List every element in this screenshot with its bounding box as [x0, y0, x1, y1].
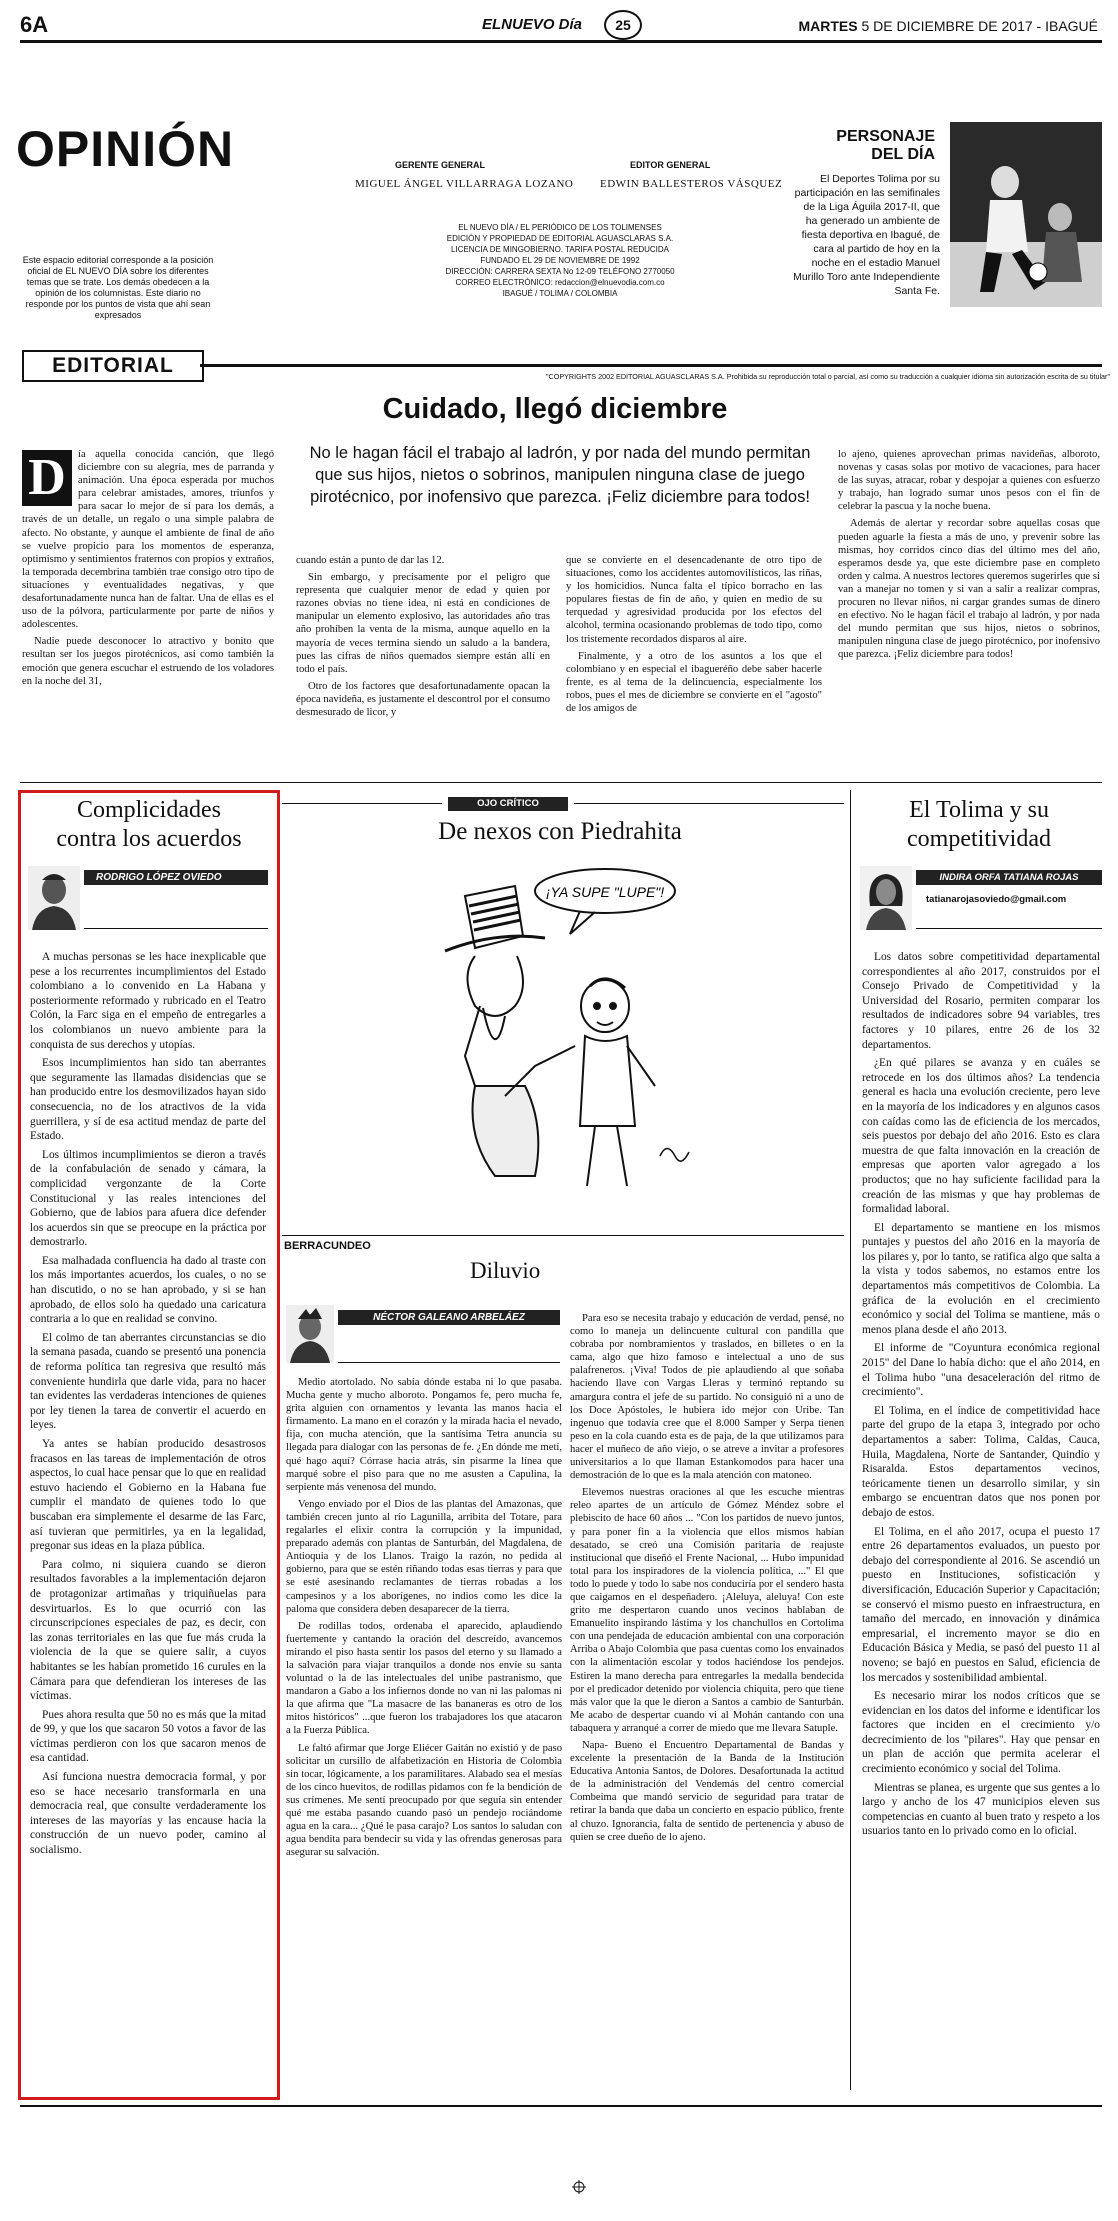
right-author-name: INDIRA ORFA TATIANA ROJAS [939, 872, 1079, 883]
personaje-photo [950, 122, 1102, 307]
editorial-paragraph: Finalmente, y a otro de los asuntos a los que el colombiano y en especial el ibagueréño debe saber hacerle frente, es al tema de la delincuencia, especialmente los robos, pues el mes de diciembre se convierte en el "agosto" de los amigos de [566, 650, 822, 715]
imprint-line: LICENCIA DE MINGOBIERNO. TARIFA POSTAL REDUCIDA [451, 245, 669, 254]
ojo-critico-label-bar [448, 797, 568, 811]
editorial-headline: Cuidado, llegó diciembre [382, 393, 728, 425]
left-paragraph: Para colmo, ni siquiera cuando se dieron resultados favorables a la implementación dejaron de protagonizar artimañas y triquiñuelas para desvirtuarlos. Es lo que ocurrió con las circunscripciones especiales de paz, es decir, con las zonas territoriales en las que fue más cruda la violencia de la que se quiere salir, a cuyos habitantes se les habían prometido 16 curules en la Cámara para que defendieran los intereses de las víctimas. [30, 1558, 266, 1703]
personaje-title-line1: PERSONAJE [836, 128, 935, 145]
left-paragraph: Esa malhadada confluencia ha dado al traste con los más importantes acuerdos, los cuales, o no se han discutido, o no se han aprobado, y si se han aprobado, de ellos solo ha quedado una caricatura contraria a lo que en realidad se convino. [30, 1254, 266, 1326]
imprint-block [410, 222, 710, 299]
left-author-name: RODRIGO LÓPEZ OVIEDO [96, 872, 222, 883]
editorial-label-box [22, 350, 204, 382]
imprint-line: IBAGUÉ / TOLIMA / COLOMBIA [502, 289, 618, 298]
newspaper-logo: ELNUEVO Día [482, 16, 583, 33]
footer-rule [20, 2105, 1102, 2107]
left-column-title-line2: contra los acuerdos [56, 826, 242, 852]
cartoon-speech: ¡YA SUPE "LUPE"! [545, 884, 665, 900]
date-line: MARTES 5 DE DICIEMBRE DE 2017 - IBAGUÉ [798, 18, 1098, 34]
editorial-paragraph: Nadie puede desconocer lo atractivo y bonito que resultan ser los juegos pirotécnicos, así como también la emoción que genera escuchar el estruendo de los voladores en la noche del 31, [22, 636, 274, 687]
diluvio-col-1 [286, 1376, 562, 2088]
gerente-label: GERENTE GENERAL [395, 160, 486, 170]
editorial-bottom-rule [20, 782, 1102, 783]
berracundeo-tag: BERRACUNDEO [284, 1240, 371, 1252]
editorial-paragraph: Además de alertar y recordar sobre aquellas cosas que pueden aguarle la fiesta a más de uno, y prevenir sobre las mismas, hoy corridos cinco días del último mes del año, esperamos desde ya, que este diciembre pase en completo orden y calma. A nuestros lectores queremos sugerirles que si van a manejar no tomen y si van a salir a realizar compras, procuren no llevar niños, ni cargar grandes sumas de dinero en efectivo. No le hagan fácil el trabajo al ladrón, y por nada del mundo permitan que sus hijos, nietos o sobrinos, manipulen ninguna clase de juego pirotécnico, por inofensivo que parezca. ¡Feliz diciembre para todos! [838, 518, 1100, 661]
date-value: 5 DE DICIEMBRE DE 2017 [861, 18, 1033, 34]
center-right-divider [850, 790, 851, 2090]
editorial-dropcap: D [22, 450, 72, 506]
right-paragraph: Mientras se planea, es urgente que sus gentes a lo largo y ancho de los 47 municipios eleven sus competencias en cuanto al buen trato y respeto a los usuarios tanto en lo privado como en lo oficial. [862, 1781, 1100, 1838]
right-author-rule [916, 928, 1102, 929]
right-paragraph: El Tolima, en el índice de competitividad hace parte del grupo de la etapa 3, integrado por ocho departamentos a saber: Tolima, Caldas, Cauca, Huila, Magdalena, Norte de Santander, Quindío y Risaralda. Estos departamentos vecinos, teóricamente tienen un desarrollo similar, y sin embargo se encuentran datos que nos ponen por debajo de estos. [862, 1404, 1100, 1519]
editorial-col-1 [22, 448, 274, 778]
right-paragraph: El departamento se mantiene en los mismos puntajes y puestos del año 2016 en la mayoría de los pilares y, por lo tanto, se ratifica algo que salta a la vista y todos sabemos, no estamos entre los departamentos más competitivos de Colombia. La gráfica de la evolución en el crecimiento económico y social del Tolima se mantiene, más o menos plana desde el año 2013. [862, 1221, 1100, 1336]
right-author-bar [916, 870, 1102, 885]
diluvio-paragraph: Le faltó afirmar que Jorge Eliécer Gaitán no existió y de paso solicitar un cursillo de alfabetización en Historia de Colombia sin tocar, lógicamente, a los paramilitares. Alabado sea el mesías de los cinco huevitos, de rodillas pidamos con fe la bendición de sus crímenes. Me sentí preocupado por que seguía sin entender qué me estaba pasando cuando pasó un pendejo rociándome agua en la cara... ¿Qué le pasa carajo? Los santos lo saludan con agua bendita para bendecir su vida y las ofrendas generosas para asegurar su salvación. [286, 1742, 562, 1859]
left-author-photo [28, 866, 80, 930]
registration-mark-icon [572, 2180, 586, 2194]
left-paragraph: Así funciona nuestra democracia formal, y por eso se hace necesario transformarla en una democracia real, que consulte verdaderamente los intereses de las mayorías y las encause hacia la construcción de un nuevo poder, camino al socialismo. [30, 1771, 266, 1857]
editorial-paragraph: lo ajeno, quienes aprovechan primas navideñas, alboroto, novenas y casas solas por motivo de vacaciones, para hacer de las suyas, atracar, robar y despojar a quienes con esfuerzo y trabajo, han logrado sumar unos pesos con el fin de celebrar la pascua y la noche buena. [838, 449, 1100, 513]
diluvio-paragraph: Para eso se necesita trabajo y educación de verdad, pensé, no como lo maneja un delincuente cultural con pandilla que cobraba por nombramientos y traslados, en billetes o en la cama, algo que hizo famoso e intelectual a uno de sus palafreneros. ¡Viva! Todos de pie aplaudiendo al que soñaba haciendo llave con Vargas Lleras y terminó reptando su amargura contra el jefe de su partido. No consiguió ni a uno de los Doce Apóstoles, le hubiera ido mejor con Uribe. Tan ingenuo que todavía cree que el 8.000 Samper y Serpa tienen peso en la cola cuando esta es de paja, de la que utilizamos para hacer el muñeco de año viejo, o se atreve a invitar a profesores universitarios a lo que llaman Estankomodos para hacer una demostración de lo que es la mala atención con matoneo. [570, 1313, 844, 1482]
editorial-paragraph: Sin embargo, y precisamente por el peligro que representa que cualquier menor de edad y quien por razones obvias no tiene idea, ni está en condiciones de manipular un elemento explosivo, las autoridades año tras año prohíben la venta de la misma, aunque aquello en la mayoría de veces termina siendo un saludo a la bandera, pues las cifras de niños quemados siempre están allí en todo el país. [296, 572, 550, 675]
diluvio-col-2 [570, 1312, 844, 2088]
header-rule [20, 40, 1102, 43]
editorial-paragraph: Otro de los factores que desafortunadamente opacan la época navideña, es justamente el descontrol por el consumo desmesurado de licor, y [296, 680, 550, 719]
imprint-line: EDICIÓN Y PROPIEDAD DE EDITORIAL AGUASCLARAS S.A. [446, 234, 674, 243]
diluvio-headline: Diluvio [470, 1258, 541, 1283]
page-number: 6A [20, 12, 49, 37]
page-header [14, 10, 1104, 40]
left-column-title [24, 796, 274, 854]
editorial-label: EDITORIAL [52, 354, 174, 377]
imprint-line: FUNDADO EL 29 DE NOVIEMBRE DE 1992 [480, 256, 640, 265]
diluvio-author-rule [338, 1362, 560, 1363]
right-column-title-line1: El Tolima y su [909, 797, 1049, 823]
section-title: OPINIÓN [16, 121, 235, 177]
copyright-notice: "COPYRIGHTS 2002 EDITORIAL AGUASCLARAS S.A. Prohibida su reproducción total o parcial, así como su traducción a cualquier idioma sin autorización escrita de su titular" [546, 372, 1110, 381]
personaje-text: El Deportes Tolima por su participación en las semifinales de la Liga Águila 2017-II, que ha generado un ambiente de fiesta deportiva en Ibagué, de cara al partido de hoy en la noche en el estadio Manuel Murillo Toro ante Independiente Santa Fe. [793, 173, 940, 297]
left-paragraph: El colmo de tan aberrantes circunstancias se dio la semana pasada, cuando se presentó una ponencia de reforma política tan regresiva que resultó más conveniente hundirla que darle vida, para no hacer tan evidentes las verdaderas intenciones de quienes por ley tienen la tarea de convertir el acuerdo en leyes. [30, 1331, 266, 1432]
left-author-bar [84, 870, 268, 885]
diluvio-author-bar [338, 1310, 560, 1325]
author-photo-icon [28, 866, 80, 930]
right-paragraph: ¿En qué pilares se avanza y en cuáles se retrocede en los dos últimos años? La tendencia general es hacia una evolución creciente, pero leve en la mayoría de los indicadores y en algunos casos con caídas como las de eficiencia de los mercados, seis puestos por debajo del año 2016. Esto es clara muestra de que falta innovación en la creación de empresas que aporten valor agregado a los productos; que no hay suficiente facilidad para la creación de las mismas y que hay problemas de formalidad laboral. [862, 1057, 1100, 1216]
right-author-photo [860, 866, 912, 930]
editorial-col-3 [566, 554, 822, 778]
editorial-pullquote: No le hagan fácil el trabajo al ladrón, y por nada del mundo permitan que sus hijos, nietos o sobrinos, manipulen ninguna clase de juego pirotécnico, por inofensivo que parezca. ¡Feliz diciembre para todos! [309, 444, 811, 506]
right-paragraph: Los datos sobre competitividad departamental correspondientes al año 2017, construidos por el Consejo Privado de Competitividad y la Universidad del Rosario, permiten comparar los resultados de indicadores sobre 94 variables, tres factores y 10 pilares, entre 26 de los 32 departamentos. [862, 951, 1100, 1051]
ojo-critico-headline: De nexos con Piedrahita [438, 818, 682, 845]
editorial-col-4 [838, 448, 1100, 778]
diluvio-author-photo [286, 1305, 334, 1363]
berracundeo-rule [282, 1235, 844, 1236]
left-author-rule [84, 928, 268, 929]
imprint-line: DIRECCIÓN: CARRERA SEXTA No 12-09 TELÉFONO 2770050 [445, 267, 675, 276]
editorial-paragraph: que se convierte en el desencadenante de otro tipo de situaciones, como los accidentes automovilísticos, las riñas, y los homicidios. Nunca falta el típico borracho en las populares fiestas de fin de año, y quien en medio de su terquedad y agresividad producida por los efectos del alcohol, termina ocasionando problemas de todo tipo, como los tristemente recordados disparos al aire. [566, 555, 822, 645]
left-paragraph: Ya antes se habían producido desastrosos fracasos en las tareas de implementación de otros aspectos, lo cual hace pensar que lo que en realidad estuvo haciendo el Gobierno en la Habana fue cumplir el mandato de quienes todo lo que buscaban era simplemente el desarme de las Farc, así tuvieran que permitirles, ya en la legalidad, pregonar sus ideas en la plaza pública. [30, 1438, 266, 1553]
left-column-body [30, 950, 266, 2088]
left-paragraph: Los últimos incumplimientos se dieron a través de la confabulación de senado y cámara, la complicidad vergonzante de la Corte Constitucional y las reales intenciones del Gobierno, que de labios para afuera dice defender los acuerdos sin que se preocupe en la práctica por demostrarlo. [30, 1148, 266, 1249]
editorial-band-rule [200, 364, 1102, 367]
editor-name: EDWIN BALLESTEROS VÁSQUEZ [600, 178, 783, 190]
right-column-body [862, 950, 1100, 2088]
ojo-critico-rule-left [282, 803, 442, 804]
date-city: IBAGUÉ [1045, 18, 1098, 34]
registration-mark [572, 2180, 586, 2194]
right-paragraph: Es necesario mirar los nodos críticos que se evidencian en los datos del informe e identificar los factores que inciden en el crecimiento y/o decrecimiento de los "pilares". Hay que pensar en un plan de acción que permita acelerar el crecimiento económico y social del Tolima. [862, 1690, 1100, 1776]
diluvio-paragraph: De rodillas todos, ordenaba el aparecido, aplaudiendo fuertemente y cantando la oración del descreído, avancemos mirando el piso hasta sentir los pasos del eterno y su llamado a la salvación para viajar tranquilos a donde nos envíe su santa voluntad o la de las intelectuales del unibe pastranismo, que mandaron a Gabo a los infiernos donde no van ni las palomas ni la que afirma que "La masacre de las bananeras es otro de los mitos históricos" ...que fueron los trabajadores los que atacaron a la Fuerza Pública. [286, 1620, 562, 1737]
right-author-email[interactable]: tatianarojasoviedo@gmail.com [926, 894, 1067, 905]
cartoon [405, 856, 705, 1201]
ojo-critico-rule-right [574, 803, 844, 804]
personaje-title-line2: DEL DÍA [871, 146, 935, 163]
diluvio-author-name: NÉCTOR GALEANO ARBELÁEZ [373, 1312, 525, 1323]
diluvio-paragraph: Medio atortolado. No sabía dónde estaba ni lo que pasaba. Mucha gente y mucho alboroto. Pongamos fe, pero mucha fe, grita alguien con ornamentos y levanta las manos hacia el firmamento. La mano en el corazón y la mirada hacia el nevado, fija, con mucha atención, que la santísima Tetra anuncia su llegada para dialogar con las personas de fe. ¿En dónde me metí, qué hago aquí? Córrase hacia atrás, sin pisarme la línea que marqué sobre el piso para que no me asusten a Capulina, la serpiente más venenosa del mundo. [286, 1377, 562, 1493]
editor-label: EDITOR GENERAL [630, 160, 711, 170]
editorial-paragraph: cuando están a punto de dar las 12. [296, 555, 445, 566]
gerente-name: MIGUEL ÁNGEL VILLARRAGA LOZANO [355, 178, 574, 190]
right-paragraph: El informe de "Coyuntura económica regional 2015" del Dane lo había dicho: que el año 2014, en el Tolima hubo "una desaceleración del ritmo de crecimiento". [862, 1342, 1100, 1399]
left-paragraph: Pues ahora resulta que 50 no es más que la mitad de 99, y que los que sacaron 50 votos a favor de las víctimas perdieron con los que sacaron menos de esa cantidad. [30, 1708, 266, 1765]
date-weekday: MARTES [798, 18, 858, 34]
editorial-disclaimer: Este espacio editorial corresponde a la posición oficial de EL NUEVO DÍA sobre los diferentes temas que se trate. Los demás obedecen a la opinión de los columnistas. Este diario no responde por los puntos de vista que ahí sean expresados [22, 255, 214, 320]
imprint-line: EL NUEVO DÍA / EL PERIÓDICO DE LOS TOLIMENSES [458, 223, 662, 232]
editorial-paragraph: ía aquella conocida canción, que llegó diciembre con su alegría, mes de parranda y animación. Una época esperada por muchos para celebrar amistades, amores, triunfos y para sacar lo mejor de sí para los demás, a través de un detalle, un regalo o una simple palabra de afecto. No obstante, y aunque el ambiente de final de año se vuelve propicio para los momentos de esperanza, optimismo y sentimientos fraternos con propios y extraños, la temporada decembrina también trae consigo otro tipo de situaciones y eventualidades negativas, y que desafortunadamente nunca han de faltar. Una de ellas es el uso de la pólvora, particularmente por parte de niños y adolescentes. [22, 449, 274, 631]
left-paragraph: Esos incumplimientos han sido tan aberrantes que seguramente las llamadas disidencias que se han producido entre los desmovilizados hayan sido consecuencia, no de los atractivos de la vida guerrillera, y sí de esa actitud mendaz de parte del Estado. [30, 1057, 266, 1143]
anniversary-number: 25 [615, 17, 631, 33]
editorial-col-2 [296, 554, 550, 778]
right-column-title [856, 796, 1102, 854]
right-paragraph: El Tolima, en el año 2017, ocupa el puesto 17 entre 26 departamentos evaluados, un puesto por debajo del correspondiente al 2016. Se ascendió un puesto en Instituciones, sofisticación y diversificación, Educación Superior y Capacitación; se conservó el mismo puesto en infraestructura, en tamaño del mercado, en innovación y dinámica empresarial, el incremento mayor se dio en Educación Básica y Media, se pasó del puesto 11 al noveno; se bajó en puestos en Salud, eficiencia de los mercados y sostenibilidad ambiental. [862, 1525, 1100, 1684]
left-column-title-line1: Complicidades [77, 797, 221, 823]
author-photo-icon [286, 1305, 334, 1363]
diluvio-paragraph: Elevemos nuestras oraciones al que les escuche mientras releo apartes de un artículo de Gómez Méndez sobre el plebiscito de hace 60 años ... "Con los partidos de nuevo juntos, y para poner fin a la violencia que ellos mismos habían desatado, se creó una Comisión paritaria de reajuste institucional que diseñó el Frente Nacional, ... Hubo impunidad total para los inspiradores de la violencia política, ..." El que todo lo puede y todo lo sabe nos conduciría por el sendero hasta que caigamos en el despeñadero. ¡Aleluya, aleluya! Con este grito me despertaron cuando unos vecinos hablaban de Emanuelito inspirando lástima y los chanchullos en Cortolima con una pendejada de educación ambiental con una corporación Arriba o Abajo Colombia que pasa cuentas como los envainados con la alimentación escolar y todos haciéndose los pendejos. Estiren la mano derecha para entregarles la medalla bendecida por el predicador detenido por violencia chiquita, pero que tiene más valor que la que le dieron a Santos a cambio de Santurbán. Me acabo de despertar cuando vi al Mohán cantando con una tabaquera y arranqué a correr de miedo que me llevara Satuple. [570, 1487, 844, 1734]
left-paragraph: A muchas personas se les hace inexplicable que pese a los recurrentes incumplimientos del Estado colombiano a lo convenido en La Habana y posteriormente reformado y rubricado en el Teatro Colón, la Farc siga en el empeño de entregarles a los colombianos un nuevo ambiente para la conquista de sus derechos y utopías. [30, 951, 266, 1051]
diluvio-paragraph: Vengo enviado por el Dios de las plantas del Amazonas, que también crecen junto al río Lagunilla, arribita del Totare, para regalarles el elixir contra la corrupción y la impunidad, preparado además con plantas de Santurbán, del Magdalena, de Antioquia y de los Llanos. Traigo la razón, no pedida al gobierno, para que se estén riñando todas esas tierras y para que se esté asesinando reclamantes de tierras robadas a los campesinos y a los aborígenes, no indios como les dice la paloma que considera deben desaparecer de la tierra. [286, 1498, 562, 1615]
personaje-title [805, 128, 935, 164]
author-photo-icon [860, 866, 912, 930]
cartoon-illustration [405, 856, 705, 1201]
ojo-critico-label: OJO CRÍTICO [477, 798, 539, 809]
imprint-line: CORREO ELECTRÓNICO: redaccion@elnuevodia.com.co [455, 278, 665, 287]
anniversary-badge [604, 10, 642, 40]
right-column-title-line2: competitividad [907, 826, 1051, 852]
diluvio-paragraph: Napa- Bueno el Encuentro Departamental de Bandas y excelente la presentación de la Banda de la Institución Educativa Antonia Santos, de Dolores. Desafortunada la actitud de la administración del Vendemás del centro comercial Combeima que mandó servicio de seguridad para tratar de retirar la banda que daba un concierto en espacio público, frente al chuzo. Ignorancia, falta de sentido de pertenencia y abuso de quien se cree dueño de lo ajeno. [570, 1740, 844, 1843]
